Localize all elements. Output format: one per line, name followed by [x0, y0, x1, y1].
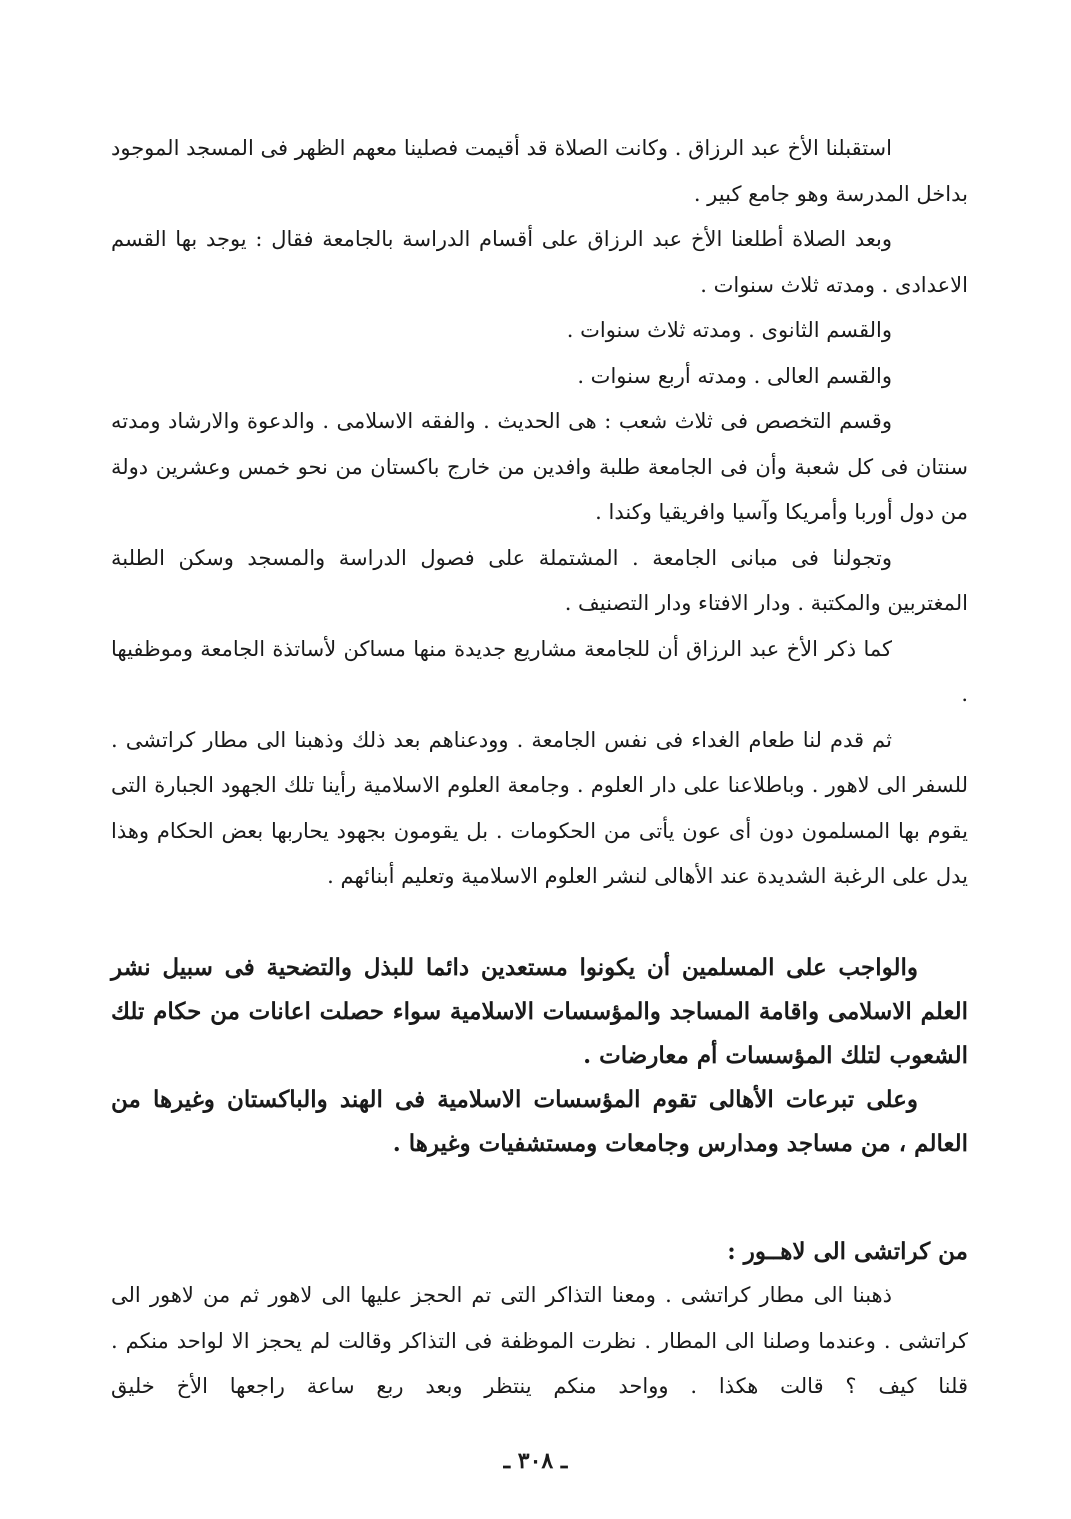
paragraph-campus-tour: وتجولنا فى مبانى الجامعة . المشتملة على فصول الدراسة والمسجد وسكن الطلبة المغتربين والمكتبة . ودار الافتاء ودار التصنيف . — [111, 545, 968, 615]
paragraph-specialization: وقسم التخصص فى ثلاث شعب : هى الحديث . والفقه الاسلامى . والدعوة والارشاد ومدته سنتان فى كل شعبة وأن فى الجامعة طلبة وافدين من خارج باكستان من نحو خمس وعشرين دولة من دول أوربا وأمريكا وآسيا وافريقيا وكندا . — [111, 409, 968, 524]
paragraph-higher-section: والقسم العالى . ومدته أربع سنوات . — [577, 363, 892, 388]
paragraph-reception: استقبلنا الأخ عبد الرزاق . وكانت الصلاة قد أقيمت فصلينا معهم الظهر فى المسجد الموجود بداخل المدرسة وهو جامع كبير . — [111, 136, 968, 206]
paragraph-lunch-departure: ثم قدم لنا طعام الغداء فى نفس الجامعة . وودعناهم بعد ذلك وذهبنا الى مطار كراتشى . للسفر الى لاهور . وباطلاعنا على دار العلوم . وجامعة العلوم الاسلامية رأينا تلك الجهود الجبارة التى يقوم بها المسلمون دون أى عون يأتى من الحكومات . بل يقومون بجهود يحاربها بعض الحكام وهذا يدل على الرغبة الشديدة عند الأهالى لنشر العلوم الاسلامية وتعليم أبنائهم . — [111, 727, 968, 888]
bold-text — [111, 946, 968, 1166]
bold-paragraph-duty: والواجب على المسلمين أن يكونوا مستعدين دائما للبذل والتضحية فى سبيل نشر العلم الاسلامى واقامة المساجد والمؤسسات الاسلامية سواء حصلت اعانات من حكام تلك الشعوب لتلك المؤسسات أم معارضات . — [111, 954, 968, 1069]
page-number: ـ ٣٠٨ ـ — [503, 1448, 568, 1474]
paragraph-secondary-section: والقسم الثانوى . ومدته ثلاث سنوات . — [566, 318, 892, 342]
paragraph-new-projects: كما ذكر الأخ عبد الرزاق أن للجامعة مشاريع جديدة منها مساكن لأساتذة الجامعة وموظفيها . — [111, 636, 968, 706]
bold-paragraph-donations: وعلى تبرعات الأهالى تقوم المؤسسات الاسلامية فى الهند والباكستان وغيرها من العالم ، من مساجد ومدارس وجامعات ومستشفيات وغيرها . — [111, 1086, 968, 1157]
section-title: من كراتشى الى لاهــور : — [727, 1238, 968, 1265]
paragraph-airport: ذهبنا الى مطار كراتشى . ومعنا التذاكر التى تم الحجز عليها الى لاهور ثم من لاهور الى كراتشى . وعندما وصلنا الى المطار . نظرت الموظفة فى التذاكر وقالت لم يحجز الا لواحد منكم . قلنا كيف ؟ قالت هكذا . وواحد منكم ينتظر وبعد ربع ساعة راجعها الأخ خليق — [111, 1283, 968, 1398]
section-text — [111, 1273, 968, 1410]
body-text — [111, 126, 968, 900]
paragraph-study-sections: وبعد الصلاة أطلعنا الأخ عبد الرزاق على أقسام الدراسة بالجامعة فقال : يوجد بها القسم الاعدادى . ومدته ثلاث سنوات . — [111, 227, 968, 297]
